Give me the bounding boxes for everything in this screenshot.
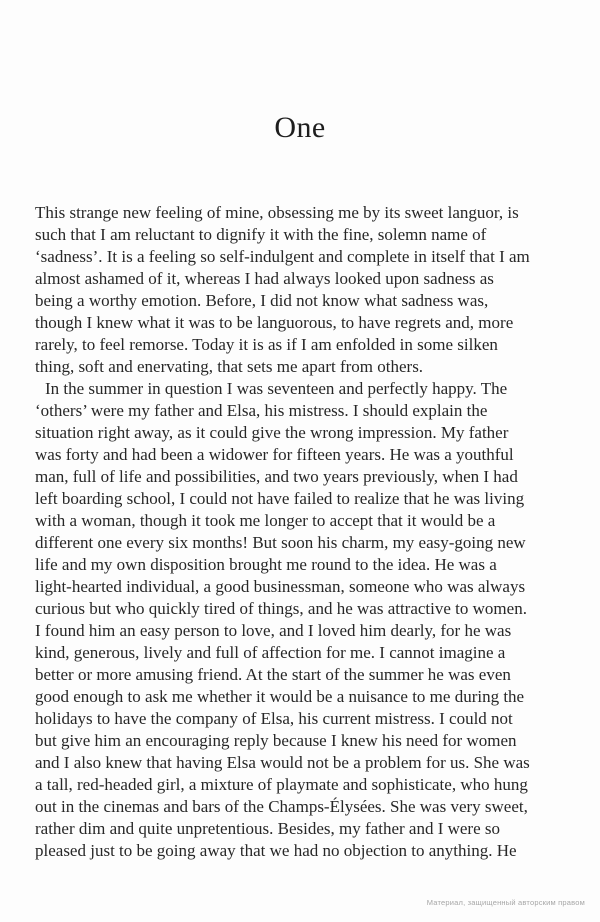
text-line: ‘sadness’. It is a feeling so self-indulgent and complete in itself that I am [35,247,530,266]
text-line: with a woman, though it took me longer to accept that it would be a [35,511,496,530]
text-line: being a worthy emotion. Before, I did not know what sadness was, [35,291,489,310]
text-line: ‘others’ were my father and Elsa, his mistress. I should explain the [35,401,488,420]
text-line: different one every six months! But soon his charm, my easy-going new [35,533,526,552]
text-line: I found him an easy person to love, and I loved him dearly, for he was [35,621,512,640]
chapter-title: One [274,111,326,144]
text-line: thing, soft and enervating, that sets me apart from others. [35,357,424,376]
text-line: pleased just to be going away that we had no objection to anything. He [35,841,517,860]
text-line: holidays to have the company of Elsa, his current mistress. I could not [35,709,513,728]
text-line: good enough to ask me whether it would be a nuisance to me during the [35,687,525,706]
text-line: a tall, red-headed girl, a mixture of playmate and sophisticate, who hung [35,775,528,794]
text-line: almost ashamed of it, whereas I had always looked upon sadness as [35,269,494,288]
text-line: man, full of life and possibilities, and two years previously, when I had [35,467,518,486]
text-line: This strange new feeling of mine, obsessing me by its sweet languor, is [35,203,519,222]
paragraph-1 [35,202,580,378]
copyright-watermark: Материал, защищенный авторским правом [426,898,585,907]
text-line: was forty and had been a widower for fifteen years. He was a youthful [35,445,514,464]
text-line: better or more amusing friend. At the start of the summer he was even [35,665,511,684]
body-text [35,202,580,862]
text-line: In the summer in question I was seventeen and perfectly happy. The [45,379,508,398]
text-line: left boarding school, I could not have failed to realize that he was living [35,489,525,508]
text-line: out in the cinemas and bars of the Champs-Élysées. She was very sweet, [35,797,528,816]
text-line: rarely, to feel remorse. Today it is as if I am enfolded in some silken [35,335,498,354]
text-line: curious but who quickly tired of things, and he was attractive to women. [35,599,527,618]
text-line: life and my own disposition brought me round to the idea. He was a [35,555,497,574]
text-line: light-hearted individual, a good businessman, someone who was always [35,577,526,596]
text-line: situation right away, as it could give the wrong impression. My father [35,423,509,442]
text-line: kind, generous, lively and full of affection for me. I cannot imagine a [35,643,506,662]
text-line: though I knew what it was to be languorous, to have regrets and, more [35,313,514,332]
paragraph-2 [35,378,580,862]
text-line: rather dim and quite unpretentious. Besides, my father and I were so [35,819,501,838]
text-line: such that I am reluctant to dignify it with the fine, solemn name of [35,225,487,244]
text-line: but give him an encouraging reply because I knew his need for women [35,731,517,750]
text-line: and I also knew that having Elsa would not be a problem for us. She was [35,753,530,772]
